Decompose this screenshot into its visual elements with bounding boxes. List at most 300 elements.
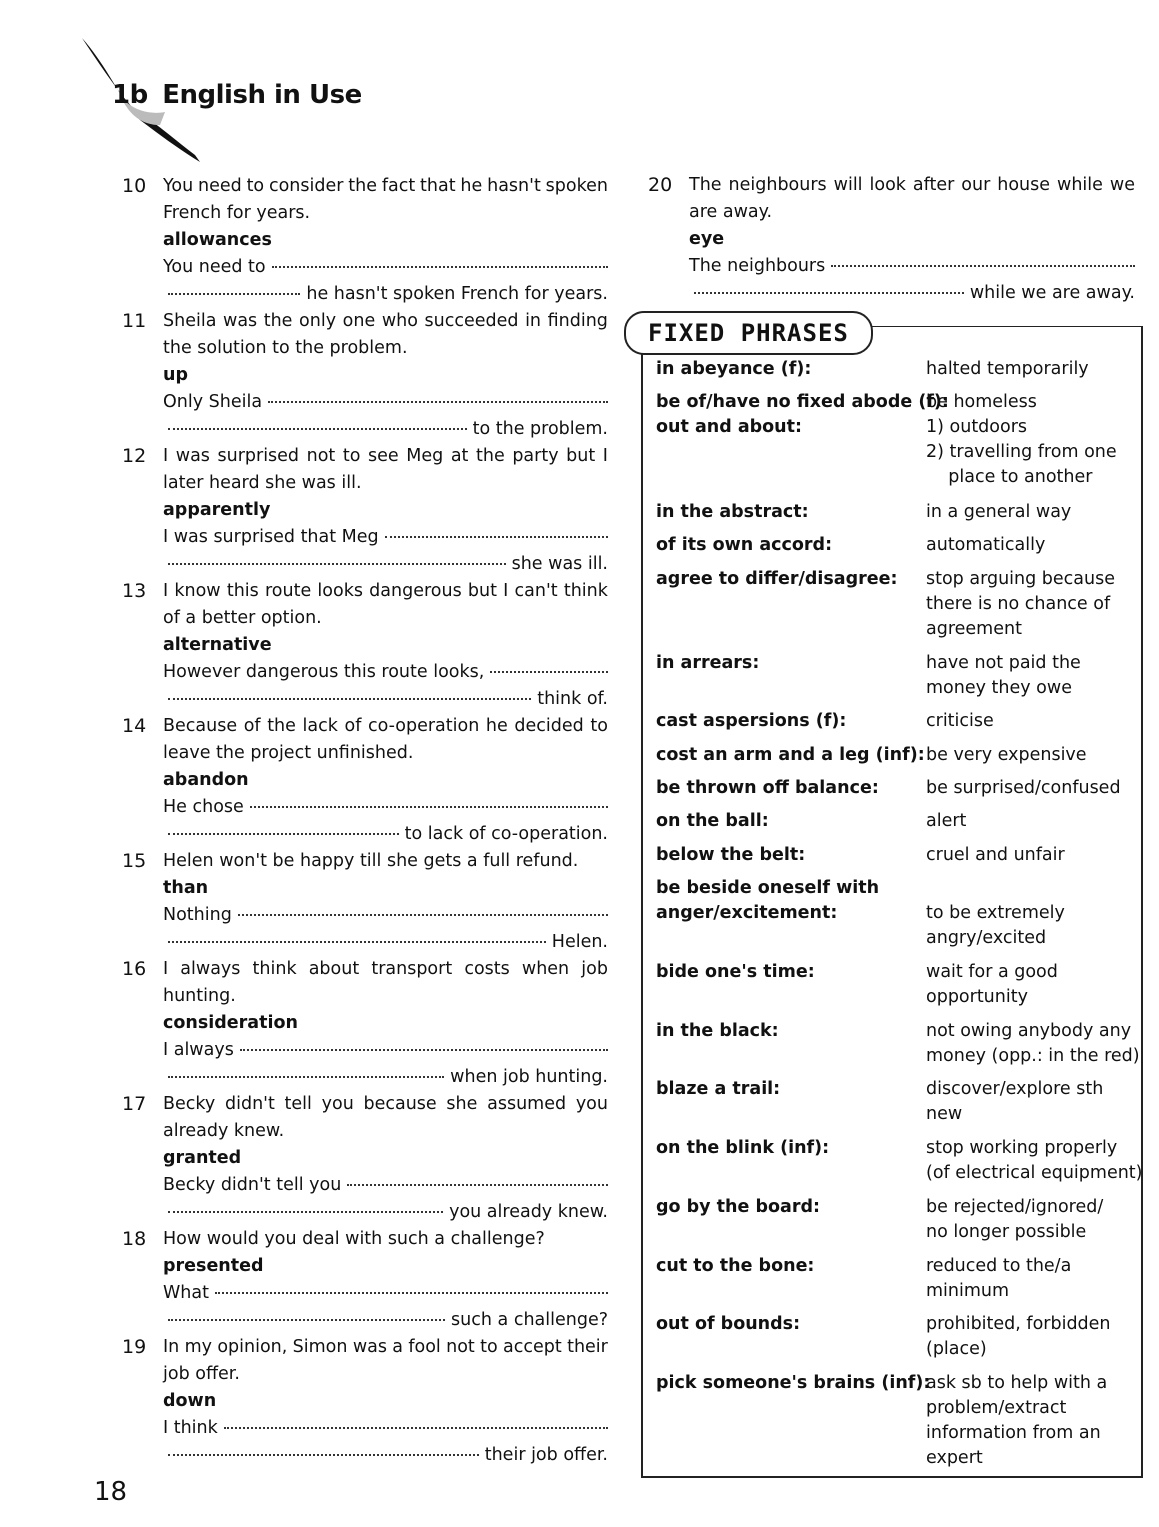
word: see xyxy=(368,446,399,466)
answer-suffix: when job hunting. xyxy=(450,1067,608,1087)
sentence-line xyxy=(163,443,608,470)
meaning xyxy=(926,1019,1141,1069)
word: after xyxy=(912,175,955,195)
answer-suffix: he hasn't spoken French for years. xyxy=(306,284,608,304)
phrase xyxy=(656,651,916,676)
word: surprised xyxy=(217,446,300,466)
answer-line-1[interactable] xyxy=(163,389,608,416)
word: he xyxy=(485,716,508,736)
exercise-number: 17 xyxy=(122,1093,147,1115)
section-title: English in Use xyxy=(162,80,362,110)
exercise-number: 14 xyxy=(122,715,147,737)
key-word: than xyxy=(163,878,209,898)
exercise-number: 19 xyxy=(122,1336,147,1358)
meaning-line: no longer possible xyxy=(926,1222,1087,1242)
meaning-line: halted temporarily xyxy=(926,359,1089,379)
answer-line-1[interactable] xyxy=(163,524,608,551)
meaning xyxy=(926,743,1141,768)
meaning-line: prohibited, forbidden xyxy=(926,1314,1111,1334)
phrase-line: pick someone's brains (inf): xyxy=(656,1373,931,1393)
answer-line-1[interactable] xyxy=(689,253,1135,280)
meaning-line: minimum xyxy=(926,1281,1010,1301)
word: not xyxy=(306,446,336,466)
phrase-line: cut to the bone: xyxy=(656,1256,815,1276)
sentence-line: job offer. xyxy=(163,1364,240,1384)
phrase xyxy=(656,415,916,440)
meaning xyxy=(926,843,1141,868)
meaning-line: expert xyxy=(926,1448,983,1468)
sentence-line: are away. xyxy=(689,202,773,222)
meaning-line: money (opp.: in the red) xyxy=(926,1046,1140,1066)
meaning-line: new xyxy=(926,1104,963,1124)
word: Sheila xyxy=(163,311,217,331)
phrase-line: cast aspersions (f): xyxy=(656,711,847,731)
word: think xyxy=(563,581,608,601)
phrase xyxy=(656,960,916,985)
key-word: abandon xyxy=(163,770,249,790)
sentence-line xyxy=(163,173,608,200)
word: hasn't xyxy=(487,176,541,196)
word: Because xyxy=(163,716,238,736)
answer-line-1[interactable] xyxy=(163,254,608,281)
phrase-line: of its own accord: xyxy=(656,535,833,555)
exercise-number: 18 xyxy=(122,1228,147,1250)
phrase xyxy=(656,1019,916,1044)
meaning-line: stop arguing because xyxy=(926,569,1115,589)
meaning-line: cruel and unfair xyxy=(926,845,1065,865)
phrase-line: in arrears: xyxy=(656,653,760,673)
phrase-line: in the abstract: xyxy=(656,502,809,522)
sentence-line xyxy=(163,956,608,983)
word: fool xyxy=(408,1337,441,1357)
word: Meg xyxy=(406,446,444,466)
word: dangerous xyxy=(369,581,462,601)
meaning xyxy=(926,390,1141,415)
meaning-line: (of electrical equipment) xyxy=(926,1163,1143,1183)
answer-line-2[interactable] xyxy=(163,1064,608,1091)
word: accept xyxy=(503,1337,562,1357)
phrase xyxy=(656,1195,916,1220)
answer-blank[interactable] xyxy=(224,1427,608,1429)
word: of xyxy=(243,716,261,736)
key-word: eye xyxy=(689,229,725,249)
answer-line-2[interactable] xyxy=(163,1442,608,1469)
exercise-number: 11 xyxy=(122,310,147,332)
meaning xyxy=(926,709,1141,734)
key-word: consideration xyxy=(163,1013,298,1033)
answer-line-1[interactable] xyxy=(163,1172,608,1199)
answer-blank[interactable] xyxy=(490,671,608,673)
meaning-line: 1) outdoors xyxy=(926,417,1028,437)
exercise-item xyxy=(122,848,608,956)
exercise-item xyxy=(122,308,608,443)
exercise-item xyxy=(122,1334,608,1469)
answer-prefix: I was surprised that Meg xyxy=(163,527,379,547)
phrase-line: be thrown off balance: xyxy=(656,778,879,798)
word: Becky xyxy=(163,1094,216,1114)
exercise-column-left xyxy=(122,173,608,1469)
word: house xyxy=(997,175,1051,195)
phrase-line: go by the board: xyxy=(656,1197,820,1217)
word: she xyxy=(446,1094,478,1114)
word: party xyxy=(512,446,559,466)
meaning-line: angry/excited xyxy=(926,928,1047,948)
word: while xyxy=(1057,175,1103,195)
word: not xyxy=(446,1337,475,1357)
phrase xyxy=(656,876,916,926)
word: you xyxy=(321,1094,354,1114)
answer-prefix: What xyxy=(163,1283,209,1303)
word: was xyxy=(175,446,210,466)
chapter-number: 1b xyxy=(112,80,148,110)
phrase-line: be beside oneself with xyxy=(656,878,880,898)
word: route xyxy=(264,581,312,601)
meaning xyxy=(926,651,1141,701)
word: always xyxy=(180,959,241,979)
meaning-line: have not paid the xyxy=(926,653,1081,673)
word: to xyxy=(590,716,608,736)
answer-prefix: Only Sheila xyxy=(163,392,263,412)
answer-blank[interactable] xyxy=(268,401,608,403)
answer-prefix: The neighbours xyxy=(689,256,826,276)
phrase xyxy=(656,709,916,734)
phrase xyxy=(656,743,925,768)
phrase xyxy=(656,776,916,801)
meaning-line: wait for a good xyxy=(926,962,1058,982)
answer-line-1[interactable] xyxy=(163,1415,608,1442)
answer-prefix: He chose xyxy=(163,797,244,817)
answer-blank[interactable] xyxy=(694,292,964,294)
answer-line-1[interactable] xyxy=(163,902,608,929)
word: neighbours xyxy=(728,175,827,195)
word: didn't xyxy=(224,1094,275,1114)
exercise-number: 13 xyxy=(122,580,147,602)
meaning-line: be very expensive xyxy=(926,745,1087,765)
answer-blank[interactable] xyxy=(168,1319,445,1321)
answer-blank[interactable] xyxy=(215,1292,608,1294)
exercise-item xyxy=(122,713,608,848)
word: the xyxy=(263,311,293,331)
meaning-line: information from an xyxy=(926,1423,1101,1443)
word: I xyxy=(602,446,608,466)
answer-prefix: I think xyxy=(163,1418,218,1438)
answer-line-2[interactable] xyxy=(163,929,608,956)
answer-blank[interactable] xyxy=(347,1184,608,1186)
phrase-line: blaze a trail: xyxy=(656,1079,781,1099)
meaning-line: be surprised/confused xyxy=(926,778,1121,798)
word: to xyxy=(342,446,361,466)
word: the xyxy=(267,716,296,736)
word: but xyxy=(467,581,497,601)
word: a xyxy=(392,1337,404,1357)
word: about xyxy=(308,959,360,979)
phrase-line: be of/have no fixed abode (f): xyxy=(656,392,949,412)
sentence-line xyxy=(163,308,608,335)
phrase-line: below the belt: xyxy=(656,845,806,865)
meaning xyxy=(926,415,1141,490)
sentence-line: hunting. xyxy=(163,986,236,1006)
exercise-column-right xyxy=(648,172,1135,307)
answer-prefix: I always xyxy=(163,1040,234,1060)
meaning xyxy=(926,357,1141,382)
answer-blank[interactable] xyxy=(168,293,300,295)
word: job xyxy=(581,959,608,979)
page-number: 18 xyxy=(94,1477,128,1507)
answer-line-1[interactable] xyxy=(163,794,608,821)
meaning-line: to be extremely xyxy=(926,903,1065,923)
sentence-line: later heard she was ill. xyxy=(163,473,362,493)
key-word: alternative xyxy=(163,635,272,655)
fixed-phrases-title: FIXED PHRASES xyxy=(624,311,873,355)
answer-prefix: However dangerous this route looks, xyxy=(163,662,485,682)
answer-line-2[interactable] xyxy=(163,416,608,443)
exercise-item xyxy=(122,443,608,578)
answer-blank[interactable] xyxy=(238,914,608,916)
meaning-line: (place) xyxy=(926,1339,987,1359)
answer-prefix: Becky didn't tell you xyxy=(163,1175,342,1195)
sentence-line: of a better option. xyxy=(163,608,322,628)
meaning xyxy=(926,960,1141,1010)
answer-blank[interactable] xyxy=(168,1454,479,1456)
phrase xyxy=(656,1254,916,1279)
sentence-line: French for years. xyxy=(163,203,311,223)
answer-line-2[interactable] xyxy=(163,281,608,308)
exercise-item xyxy=(122,1226,608,1334)
answer-suffix: to lack of co-operation. xyxy=(404,824,608,844)
answer-prefix: You need to xyxy=(163,257,266,277)
phrase-line: bide one's time: xyxy=(656,962,815,982)
sentence-line: Helen won't be happy till she gets a full refund. xyxy=(163,851,579,871)
word: this xyxy=(226,581,259,601)
answer-blank[interactable] xyxy=(168,1076,444,1078)
word: Simon xyxy=(292,1337,348,1357)
exercise-number: 10 xyxy=(122,175,147,197)
answer-line-2[interactable] xyxy=(163,1199,608,1226)
phrase xyxy=(656,533,916,558)
answer-blank[interactable] xyxy=(168,1211,443,1213)
word: of xyxy=(344,716,362,736)
meaning xyxy=(926,567,1141,642)
answer-blank[interactable] xyxy=(250,806,608,808)
answer-line-1[interactable] xyxy=(163,659,608,686)
word: looks xyxy=(317,581,363,601)
word: I xyxy=(503,581,509,601)
phrase xyxy=(656,390,949,415)
meaning-line: reduced to the/a xyxy=(926,1256,1072,1276)
meaning-line: criticise xyxy=(926,711,994,731)
answer-line-2[interactable] xyxy=(163,821,608,848)
word: finding xyxy=(547,311,608,331)
word: only xyxy=(299,311,337,331)
exercise-item xyxy=(122,578,608,713)
phrase xyxy=(656,843,916,868)
answer-suffix: while we are away. xyxy=(969,283,1135,303)
meaning-line: place to another xyxy=(926,467,1093,487)
phrase-line: out of bounds: xyxy=(656,1314,801,1334)
phrase-line: out and about: xyxy=(656,417,803,437)
word: think xyxy=(252,959,297,979)
answer-line-1[interactable] xyxy=(163,1280,608,1307)
exercise-item xyxy=(122,1091,608,1226)
meaning-line: there is no chance of xyxy=(926,594,1111,614)
exercise-number: 12 xyxy=(122,445,147,467)
word: consider xyxy=(268,176,344,196)
word: to xyxy=(246,176,265,196)
key-word: down xyxy=(163,1391,217,1411)
key-word: apparently xyxy=(163,500,271,520)
answer-line-2[interactable] xyxy=(689,280,1135,307)
key-word: up xyxy=(163,365,188,385)
meaning-line: opportunity xyxy=(926,987,1028,1007)
word: The xyxy=(689,175,722,195)
word: the xyxy=(476,446,505,466)
phrase xyxy=(656,357,916,382)
word: I xyxy=(163,581,169,601)
word: co-operation xyxy=(367,716,480,736)
key-word: presented xyxy=(163,1256,264,1276)
meaning xyxy=(926,533,1141,558)
word: one xyxy=(342,311,376,331)
word: I xyxy=(163,446,169,466)
answer-suffix: you already knew. xyxy=(449,1202,608,1222)
word: but xyxy=(566,446,596,466)
meaning-line: be rejected/ignored/ xyxy=(926,1197,1104,1217)
word: tell xyxy=(284,1094,312,1114)
exercise-item xyxy=(122,956,608,1091)
meaning xyxy=(926,1136,1141,1186)
word: opinion, xyxy=(217,1337,288,1357)
word: lack xyxy=(302,716,338,736)
answer-blank[interactable] xyxy=(831,265,1135,267)
meaning xyxy=(926,1312,1141,1362)
sentence-line xyxy=(163,713,608,740)
answer-blank[interactable] xyxy=(168,698,531,700)
meaning-line: 2) travelling from one xyxy=(926,442,1117,462)
word: was xyxy=(223,311,258,331)
answer-suffix: Helen. xyxy=(551,932,608,952)
word: my xyxy=(184,1337,212,1357)
word: costs xyxy=(464,959,510,979)
answer-line-2[interactable] xyxy=(163,1307,608,1334)
answer-line-1[interactable] xyxy=(163,1037,608,1064)
section-header xyxy=(112,80,362,110)
meaning-line: automatically xyxy=(926,535,1046,555)
meaning xyxy=(926,809,1141,834)
word: succeeded xyxy=(424,311,519,331)
meaning xyxy=(926,1195,1141,1245)
exercise-item xyxy=(122,173,608,308)
sentence-line: the solution to the problem. xyxy=(163,338,408,358)
sentence-line: already knew. xyxy=(163,1121,285,1141)
word: spoken xyxy=(545,176,608,196)
sentence-line xyxy=(163,1334,608,1361)
word: assumed xyxy=(487,1094,567,1114)
word: who xyxy=(381,311,418,331)
phrase-line: on the ball: xyxy=(656,811,769,831)
answer-blank[interactable] xyxy=(385,536,608,538)
meaning xyxy=(926,901,1141,951)
word: at xyxy=(450,446,469,466)
answer-blank[interactable] xyxy=(168,428,467,430)
meaning-line: stop working properly xyxy=(926,1138,1118,1158)
sentence-line xyxy=(163,1091,608,1118)
word: you xyxy=(575,1094,608,1114)
meaning-line: problem/extract xyxy=(926,1398,1067,1418)
word: because xyxy=(363,1094,437,1114)
phrase-line: in the black: xyxy=(656,1021,779,1041)
answer-prefix: Nothing xyxy=(163,905,232,925)
meaning-line: ask sb to help with a xyxy=(926,1373,1108,1393)
meaning xyxy=(926,500,1141,525)
word: fact xyxy=(381,176,416,196)
phrase-line: agree to differ/disagree: xyxy=(656,569,898,589)
answer-suffix: such a challenge? xyxy=(451,1310,608,1330)
word: transport xyxy=(371,959,453,979)
meaning-line: discover/explore sth xyxy=(926,1079,1104,1099)
answer-suffix: think of. xyxy=(537,689,608,709)
sentence-line xyxy=(689,172,1135,199)
sentence-line: How would you deal with such a challenge? xyxy=(163,1229,545,1249)
phrase-line: on the blink (inf): xyxy=(656,1138,830,1158)
meaning-line: alert xyxy=(926,811,967,831)
key-word: allowances xyxy=(163,230,272,250)
word: when xyxy=(521,959,570,979)
answer-line-2[interactable] xyxy=(163,686,608,713)
word: in xyxy=(525,311,542,331)
answer-blank[interactable] xyxy=(240,1049,608,1051)
word: will xyxy=(833,175,863,195)
answer-blank[interactable] xyxy=(272,266,608,268)
answer-blank[interactable] xyxy=(168,941,546,943)
phrase-line: anger/excitement: xyxy=(656,903,838,923)
word: In xyxy=(163,1337,180,1357)
key-word: granted xyxy=(163,1148,242,1168)
word: was xyxy=(352,1337,387,1357)
word: that xyxy=(420,176,456,196)
phrase-line: cost an arm and a leg (inf): xyxy=(656,745,925,765)
exercise-number: 20 xyxy=(648,174,673,196)
word: to xyxy=(480,1337,498,1357)
word: need xyxy=(198,176,242,196)
word: decided xyxy=(514,716,584,736)
phrase xyxy=(656,1077,916,1102)
exercise-item xyxy=(648,172,1135,307)
word: I xyxy=(163,959,169,979)
phrase xyxy=(656,500,916,525)
word: their xyxy=(567,1337,608,1357)
phrase xyxy=(656,1371,931,1396)
meaning-line: money they owe xyxy=(926,678,1072,698)
word: we xyxy=(1109,175,1135,195)
meaning xyxy=(926,1077,1141,1127)
exercise-number: 15 xyxy=(122,850,147,872)
word: can't xyxy=(514,581,558,601)
answer-blank[interactable] xyxy=(168,833,399,835)
sentence-line xyxy=(163,578,608,605)
phrase-line: in abeyance (f): xyxy=(656,359,812,379)
exercise-number: 16 xyxy=(122,958,147,980)
answer-line-2[interactable] xyxy=(163,551,608,578)
meaning-line: agreement xyxy=(926,619,1022,639)
answer-suffix: to the problem. xyxy=(472,419,608,439)
word: our xyxy=(961,175,991,195)
answer-blank[interactable] xyxy=(168,563,506,565)
word: look xyxy=(869,175,906,195)
word: You xyxy=(163,176,194,196)
word: know xyxy=(174,581,221,601)
meaning-line: in a general way xyxy=(926,502,1072,522)
meaning xyxy=(926,1371,1141,1471)
